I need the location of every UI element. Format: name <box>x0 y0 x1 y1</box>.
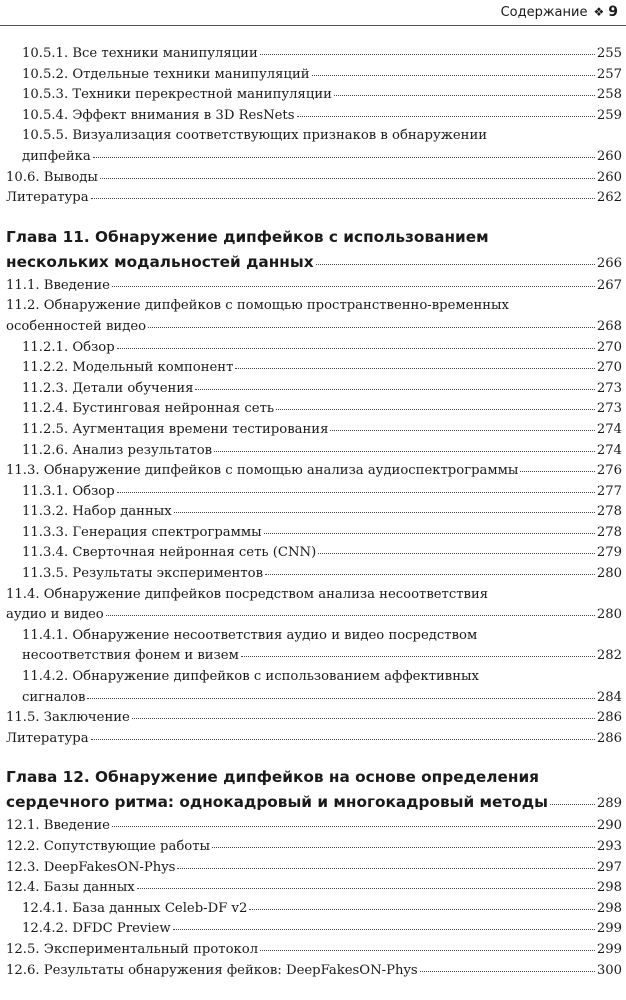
toc-entry[interactable] <box>6 543 622 564</box>
entry-page-number: 274 <box>596 421 622 437</box>
chapter-title: нескольких модальностей данных <box>6 252 314 271</box>
toc-entry[interactable] <box>6 878 622 899</box>
toc-entry[interactable] <box>6 626 622 667</box>
section-title: Содержание <box>500 5 588 20</box>
entry-page-number: 298 <box>596 900 622 916</box>
entry-title: особенностей видео <box>6 318 147 334</box>
entry-page-number: 280 <box>596 607 622 623</box>
dot-leader <box>87 698 594 699</box>
dot-leader <box>91 198 595 199</box>
dot-leader <box>420 971 595 972</box>
dot-leader <box>137 888 595 889</box>
entry-title: 11.2.4. Бустинговая нейронная сеть <box>22 401 275 417</box>
entry-page-number: 282 <box>596 648 622 664</box>
toc-entry[interactable] <box>6 585 622 626</box>
entry-page-number: 259 <box>596 107 622 123</box>
entry-title: 10.5.1. Все техники манипуляции <box>22 46 258 61</box>
toc-entry[interactable] <box>6 379 622 400</box>
entry-page-number: 299 <box>596 921 622 937</box>
toc-entry[interactable] <box>6 729 622 750</box>
toc-entry[interactable] <box>6 85 622 106</box>
entry-title: 12.6. Результаты обнаружения фейков: DeepFakesON-Phys <box>6 962 418 978</box>
dot-leader <box>173 929 595 930</box>
dot-leader <box>177 868 594 869</box>
toc-entry[interactable] <box>6 399 622 420</box>
entry-title: 12.5. Экспериментальный протокол <box>6 941 259 957</box>
toc-entry[interactable] <box>6 708 622 729</box>
toc-chapter[interactable] <box>6 225 622 276</box>
dot-leader <box>100 178 595 179</box>
entry-title: Литература <box>6 730 89 746</box>
table-of-contents <box>6 44 622 981</box>
entry-page-number: 266 <box>596 255 622 271</box>
dot-leader <box>106 615 595 616</box>
entry-title: сигналов <box>22 689 86 705</box>
entry-title: 11.2.1. Обзор <box>22 339 115 355</box>
entry-title: 11.3. Обнаружение дипфейков с помощью анализа аудиоспектрограммы <box>6 463 519 479</box>
entry-page-number: 289 <box>596 796 622 812</box>
entry-title: 11.4.1. Обнаружение несоответствия аудио и видео посредством <box>22 627 478 643</box>
toc-entry[interactable] <box>6 106 622 127</box>
entry-page-number: 284 <box>596 689 622 705</box>
dot-leader <box>93 157 595 158</box>
toc-entry[interactable] <box>6 168 622 189</box>
entry-title: 12.4.1. База данных Celeb-DF v2 <box>22 900 248 916</box>
toc-entry[interactable] <box>6 44 622 65</box>
entry-page-number: 270 <box>596 339 622 355</box>
entry-page-number: 299 <box>596 941 622 957</box>
entry-title: 10.5.3. Техники перекрестной манипуляции <box>22 87 332 103</box>
dot-leader <box>174 512 595 513</box>
entry-page-number: 286 <box>596 730 622 746</box>
entry-page-number: 270 <box>596 360 622 376</box>
toc-entry[interactable] <box>6 276 622 297</box>
entry-title: 11.3.3. Генерация спектрограммы <box>22 524 262 540</box>
entry-page-number: 262 <box>596 190 622 206</box>
toc-chapter[interactable] <box>6 765 622 816</box>
toc-entry[interactable] <box>6 667 622 708</box>
entry-page-number: 300 <box>596 962 622 978</box>
toc-entry[interactable] <box>6 502 622 523</box>
ornament-icon: ❖ <box>593 5 605 19</box>
entry-title: несоответствия фонем и визем <box>22 648 239 664</box>
chapter-title: Глава 12. Обнаружение дипфейков на основе определения <box>6 768 539 787</box>
chapter-title: Глава 11. Обнаружение дипфейков с использованием <box>6 227 489 246</box>
dot-leader <box>148 327 595 328</box>
dot-leader <box>112 286 595 287</box>
dot-leader <box>276 409 595 410</box>
entry-title: 11.2.3. Детали обучения <box>22 380 194 396</box>
entry-title: 10.6. Выводы <box>6 169 98 185</box>
entry-page-number: 290 <box>596 818 622 834</box>
toc-entry[interactable] <box>6 919 622 940</box>
entry-page-number: 258 <box>596 87 622 103</box>
entry-title: 11.2.6. Анализ результатов <box>22 442 213 458</box>
entry-page-number: 286 <box>596 710 622 726</box>
entry-page-number: 277 <box>596 483 622 499</box>
entry-title: 12.2. Сопутствующие работы <box>6 839 210 854</box>
dot-leader <box>260 950 595 951</box>
toc-entry[interactable] <box>6 961 622 982</box>
entry-title: 11.1. Введение <box>6 277 110 293</box>
toc-entry[interactable] <box>6 296 622 337</box>
entry-title: 11.4. Обнаружение дипфейков посредством анализа несоответствия <box>6 586 489 602</box>
dot-leader <box>117 492 595 493</box>
toc-entry[interactable] <box>6 837 622 858</box>
entry-title: 12.3. DeepFakesON-Phys <box>6 859 176 875</box>
entry-title: 11.2.2. Модельный компонент <box>22 360 234 376</box>
dot-leader <box>265 574 595 575</box>
entry-title: дипфейка <box>22 148 91 164</box>
entry-page-number: 280 <box>596 566 622 582</box>
toc-entry[interactable] <box>6 858 622 879</box>
chapter-title: сердечного ритма: однокадровый и многокадровый методы <box>6 793 548 812</box>
entry-title: 11.2. Обнаружение дипфейков с помощью пространственно-временных <box>6 298 509 314</box>
toc-entry[interactable] <box>6 564 622 585</box>
entry-page-number: 273 <box>596 380 622 396</box>
entry-title: 11.5. Заключение <box>6 710 130 726</box>
entry-title: 11.3.4. Сверточная нейронная сеть (CNN) <box>22 545 317 561</box>
entry-page-number: 267 <box>596 277 622 293</box>
toc-entry[interactable] <box>6 940 622 961</box>
running-header <box>0 0 626 24</box>
toc-entry[interactable] <box>6 441 622 462</box>
dot-leader <box>550 804 595 805</box>
page-number: 9 <box>608 4 618 20</box>
header-rule <box>0 25 626 26</box>
toc-entry[interactable] <box>6 188 622 209</box>
toc-entry[interactable] <box>6 338 622 359</box>
entry-page-number: 278 <box>596 524 622 540</box>
toc-entry[interactable] <box>6 65 622 86</box>
dot-leader <box>117 348 595 349</box>
entry-title: 10.5.5. Визуализация соответствующих признаков в обнаружении <box>22 128 488 144</box>
entry-page-number: 260 <box>596 148 622 164</box>
section-gap <box>6 209 622 225</box>
dot-leader <box>318 553 595 554</box>
dot-leader <box>520 471 594 472</box>
dot-leader <box>235 368 594 369</box>
dot-leader <box>112 826 595 827</box>
dot-leader <box>297 116 595 117</box>
entry-title: 11.4.2. Обнаружение дипфейков с использованием аффективных <box>22 669 479 685</box>
entry-page-number: 298 <box>596 880 622 896</box>
section-gap <box>6 749 622 765</box>
dot-leader <box>214 451 595 452</box>
entry-page-number: 278 <box>596 504 622 520</box>
entry-title: 11.3.2. Набор данных <box>22 504 172 520</box>
dot-leader <box>91 739 595 740</box>
toc-entry[interactable] <box>6 899 622 920</box>
entry-title: 12.4.2. DFDC Preview <box>22 921 171 937</box>
entry-page-number: 273 <box>596 401 622 417</box>
entry-title: 11.3.5. Результаты экспериментов <box>22 566 264 582</box>
dot-leader <box>312 75 595 76</box>
entry-page-number: 279 <box>596 545 622 561</box>
entry-page-number: 276 <box>596 463 622 479</box>
entry-title: 11.2.5. Аугментация времени тестирования <box>22 421 329 437</box>
dot-leader <box>132 718 595 719</box>
entry-title: Литература <box>6 190 89 206</box>
dot-leader <box>260 54 595 55</box>
entry-page-number: 297 <box>596 859 622 875</box>
toc-entry[interactable] <box>6 816 622 837</box>
toc-entry[interactable] <box>6 420 622 441</box>
entry-page-number: 260 <box>596 169 622 185</box>
entry-title: 12.4. Базы данных <box>6 880 135 896</box>
entry-title: 10.5.4. Эффект внимания в 3D ResNets <box>22 107 295 123</box>
dot-leader <box>334 95 595 96</box>
running-header-text <box>501 4 618 20</box>
dot-leader <box>212 847 595 848</box>
toc-entry[interactable] <box>6 461 622 482</box>
toc-entry[interactable] <box>6 523 622 544</box>
toc-entry[interactable] <box>6 482 622 503</box>
toc-entry[interactable] <box>6 358 622 379</box>
entry-page-number: 293 <box>596 839 622 854</box>
entry-page-number: 255 <box>596 46 622 61</box>
entry-title: 11.3.1. Обзор <box>22 483 115 499</box>
dot-leader <box>330 430 594 431</box>
dot-leader <box>264 533 595 534</box>
dot-leader <box>249 909 594 910</box>
entry-title: 10.5.2. Отдельные техники манипуляций <box>22 66 310 82</box>
entry-title: 12.1. Введение <box>6 818 110 834</box>
entry-page-number: 274 <box>596 442 622 458</box>
dot-leader <box>241 656 595 657</box>
dot-leader <box>195 389 594 390</box>
entry-page-number: 257 <box>596 66 622 82</box>
entry-page-number: 268 <box>596 318 622 334</box>
entry-title: аудио и видео <box>6 607 104 623</box>
toc-entry[interactable] <box>6 126 622 167</box>
dot-leader <box>316 264 595 265</box>
